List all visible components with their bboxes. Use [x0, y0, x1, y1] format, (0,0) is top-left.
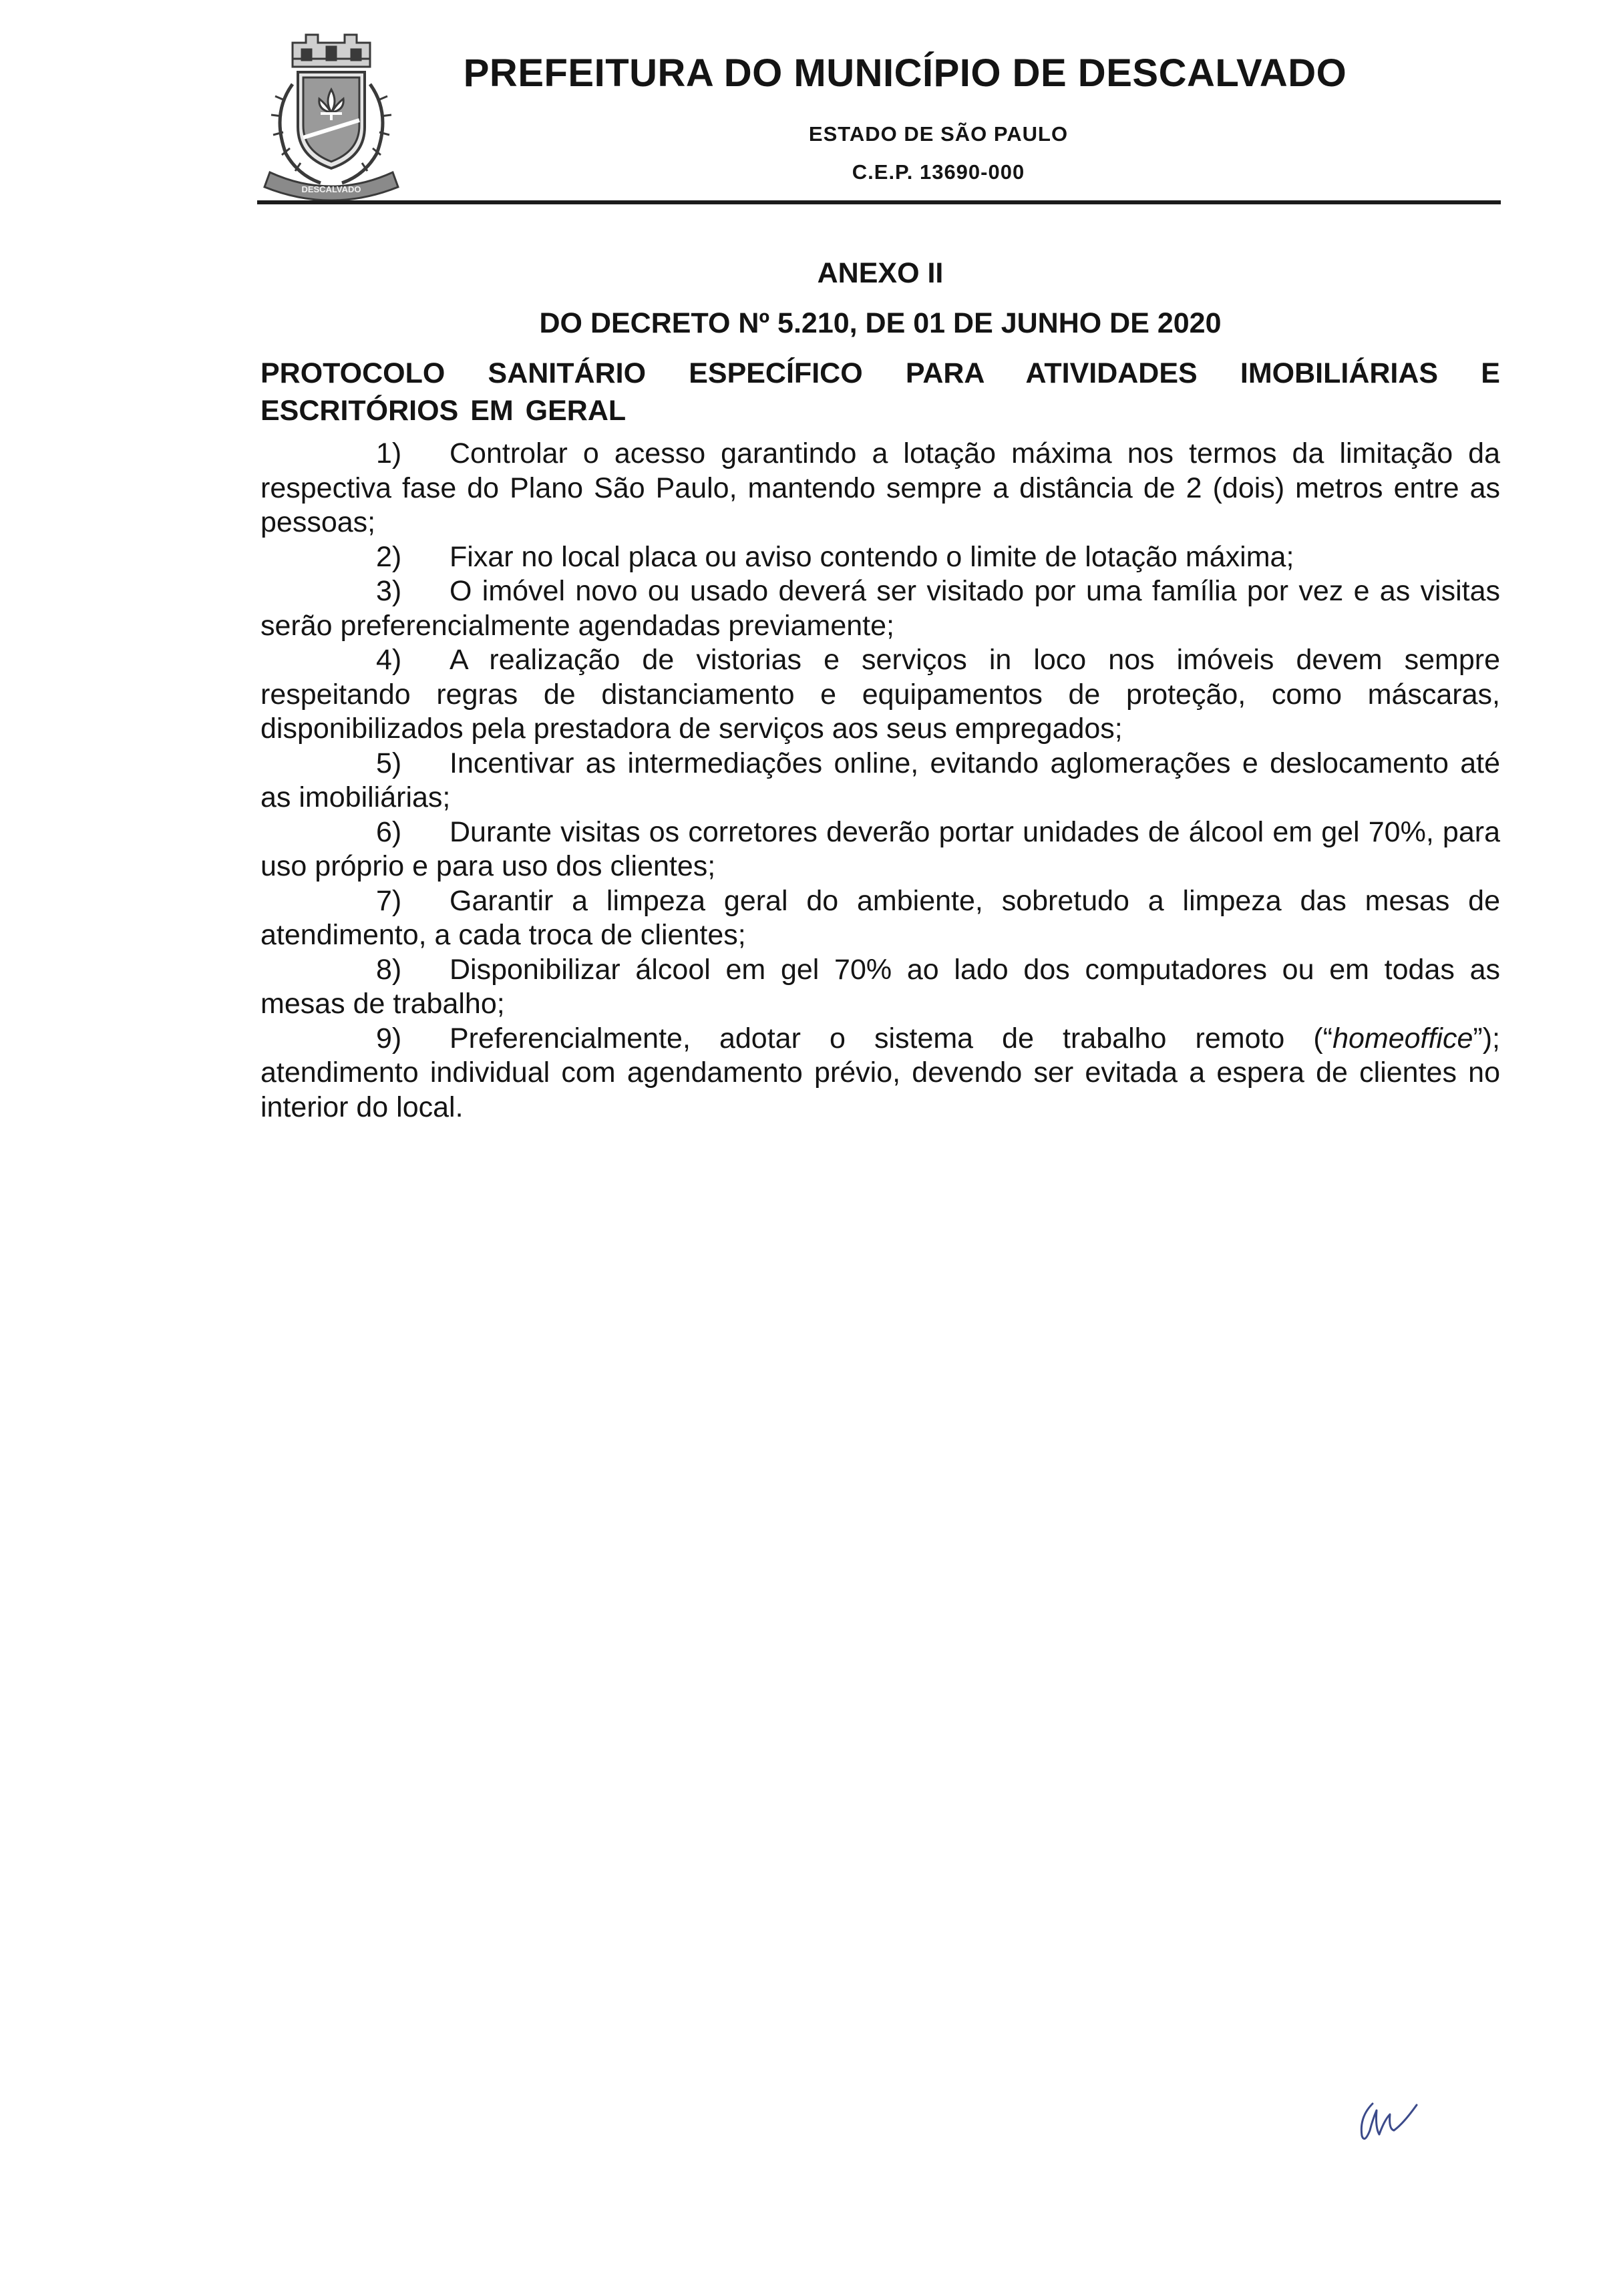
item-number: 2) [376, 540, 402, 573]
header-divider [257, 200, 1501, 204]
item-text-italic: homeoffice [1332, 1022, 1473, 1055]
item-number: 3) [376, 575, 402, 607]
state-name: ESTADO DE SÃO PAULO [808, 122, 1069, 146]
item-number: 6) [376, 815, 402, 848]
list-item [260, 1022, 1500, 1125]
item-text: Fixar no local placa ou aviso contendo o limite de lotação máxima; [450, 540, 1294, 573]
crest-ribbon-text: DESCALVADO [301, 184, 361, 194]
item-text: Controlar o acesso garantindo a lotação máxima nos termos da limitação da respectiva fase do Plano São Paulo, mantendo sempre a distância de 2 (dois) metros entre as pessoas; [260, 437, 1500, 538]
handwritten-initials-signature-icon [1353, 2090, 1433, 2150]
item-text: Garantir a limpeza geral do ambiente, sobretudo a limpeza das mesas de atendimento, a cada troca de clientes; [260, 884, 1500, 951]
list-item [260, 884, 1500, 953]
item-number: 9) [376, 1022, 402, 1055]
item-number: 8) [376, 953, 402, 986]
municipality-title: PREFEITURA DO MUNICÍPIO DE DESCALVADO [463, 51, 1347, 95]
item-text: Durante visitas os corretores deverão portar unidades de álcool em gel 70%, para uso próprio e para uso dos clientes; [260, 815, 1500, 882]
item-text-before: Preferencialmente, adotar o sistema de trabalho remoto (“ [450, 1022, 1333, 1055]
item-number: 7) [376, 884, 402, 917]
postal-code: C.E.P. 13690-000 [852, 160, 1025, 184]
item-text: Disponibilizar álcool em gel 70% ao lado dos computadores ou em todas as mesas de trabalho; [260, 953, 1500, 1020]
item-number: 4) [376, 644, 402, 676]
annex-title: ANEXO II [817, 257, 944, 289]
protocol-list [260, 437, 1500, 1125]
list-item [260, 953, 1500, 1022]
item-text: A realização de vistorias e serviços in loco nos imóveis devem sempre respeitando regras de distanciamento e equipamentos de proteção, como máscaras, disponibilizados pela prestadora de serviços aos seus empregados; [260, 644, 1500, 745]
document-body [260, 355, 1500, 1125]
item-number: 5) [376, 747, 402, 779]
list-item [260, 747, 1500, 815]
item-text: O imóvel novo ou usado deverá ser visitado por uma família por vez e as visitas serão preferencialmente agendadas previamente; [260, 575, 1500, 642]
list-item [260, 437, 1500, 540]
protocol-heading: PROTOCOLO SANITÁRIO ESPECÍFICO PARA ATIVIDADES IMOBILIÁRIAS E ESCRITÓRIOS EM GERAL [260, 357, 1500, 427]
list-item [260, 815, 1500, 884]
item-text: Incentivar as intermediações online, evitando aglomerações e deslocamento até as imobiliárias; [260, 747, 1500, 813]
list-item [260, 643, 1500, 747]
list-item [260, 540, 1500, 575]
list-item [260, 574, 1500, 643]
item-text-after: ”); atendimento individual com agendamento prévio, devendo ser evitada a espera de clientes no interior do local. [260, 1022, 1500, 1123]
decree-reference: DO DECRETO Nº 5.210, DE 01 DE JUNHO DE 2020 [539, 307, 1222, 339]
item-number: 1) [376, 437, 402, 469]
